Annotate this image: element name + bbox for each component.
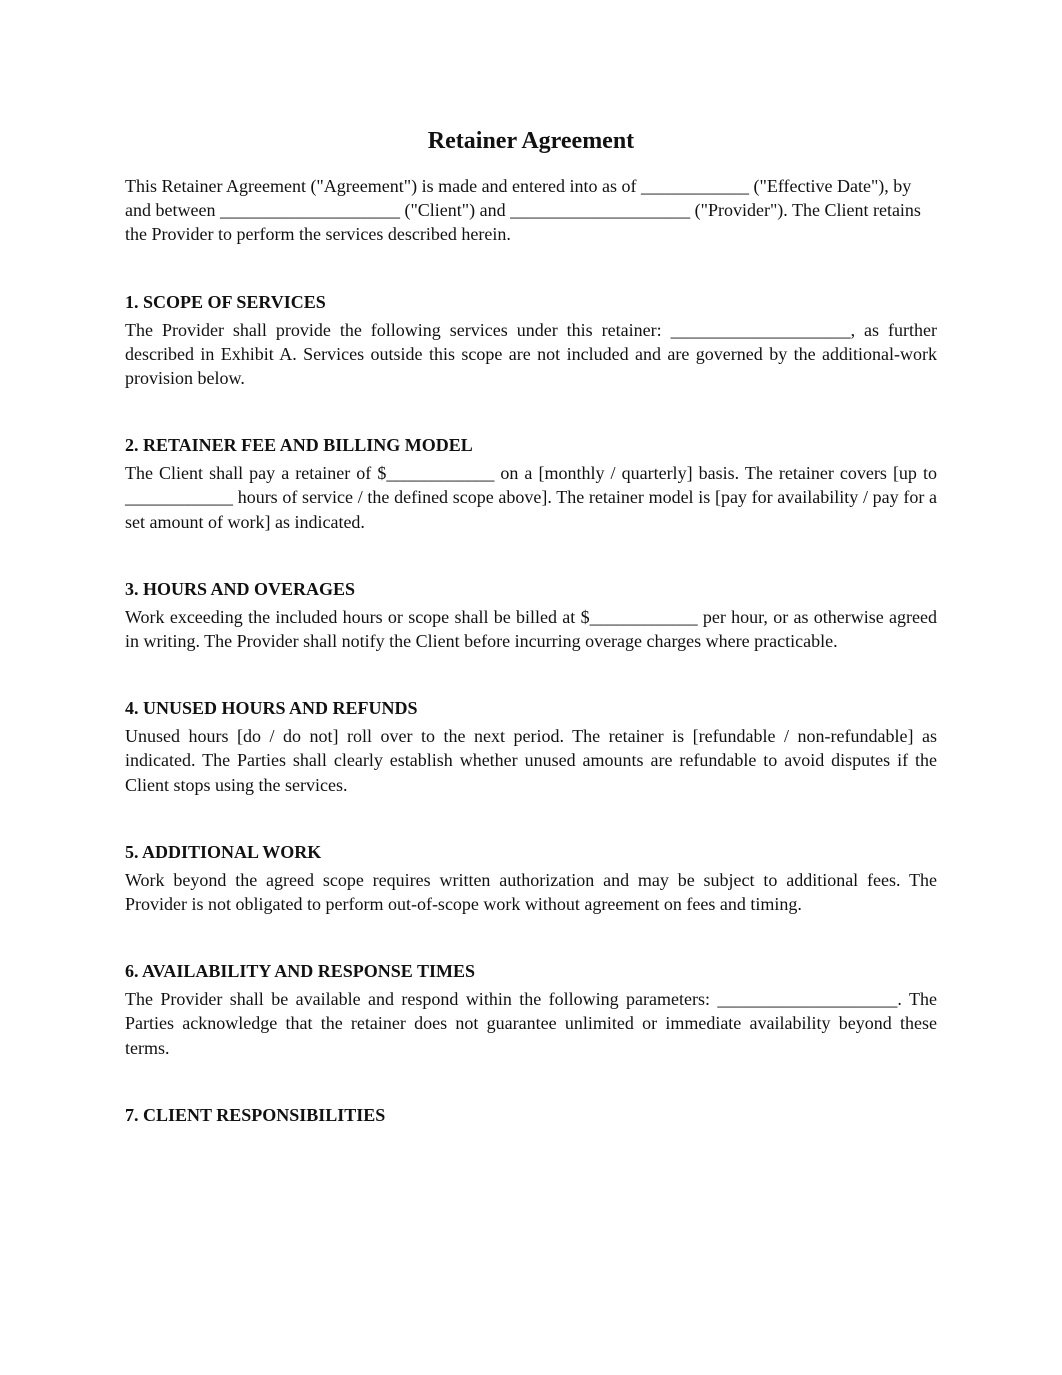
section-heading: 5. ADDITIONAL WORK (125, 841, 322, 862)
section-heading: 7. CLIENT RESPONSIBILITIES (125, 1104, 386, 1125)
section-text: The Provider shall provide the following services under this retainer: ____________________, as further described in Exhibit A. Services outside this scope are not included and are governed by the additional-work provision below. (125, 319, 937, 389)
section-text: The Client shall pay a retainer of $____________ on a [monthly / quarterly] basis. The retainer covers [up to ____________ hours of service / the defined scope above]. The retainer model is [pay for availability / pay for a set amount of work] as indicated. (125, 463, 937, 532)
section-text: Work exceeding the included hours or scope shall be billed at $____________ per hour, or as otherwise agreed in writing. The Provider shall notify the Client before incurring overage charges where practicable. (125, 606, 937, 652)
section-scope-of-services (125, 290, 937, 391)
section-additional-work (125, 840, 937, 916)
section-text: Work beyond the agreed scope requires written authorization and may be subject to additional fees. The Provider is not obligated to perform out-of-scope work without agreement on fees and timing. (125, 869, 937, 915)
section-text: Unused hours [do / do not] roll over to the next period. The retainer is [refundable / non-refundable] as indicated. The Parties shall clearly establish whether unused amounts are refundable to avoid disputes if the Client stops using the services. (125, 726, 937, 795)
section-unused-hours (125, 696, 937, 797)
section-client-responsibilities (125, 1103, 937, 1127)
section-heading: 4. UNUSED HOURS AND REFUNDS (125, 698, 418, 719)
document-body (125, 122, 937, 1127)
section-heading: 2. RETAINER FEE AND BILLING MODEL (125, 435, 473, 456)
document-title: Retainer Agreement (427, 128, 635, 154)
section-hours-and-overages (125, 577, 937, 653)
section-text: The Provider shall be available and respond within the following parameters: ____________________. The Parties acknowledge that the retainer does not guarantee unlimited or immediate availability beyond these terms. (125, 989, 937, 1058)
section-retainer-fee (125, 433, 937, 534)
section-availability (125, 959, 937, 1060)
section-heading: 1. SCOPE OF SERVICES (125, 291, 326, 312)
section-heading: 6. AVAILABILITY AND RESPONSE TIMES (125, 961, 475, 982)
intro-paragraph: This Retainer Agreement ("Agreement") is made and entered into as of ____________ ("Effective Date"), by and between ____________________ ("Client") and ____________________ ("Provider"). The Client retains the Provider to perform the services described herein. (125, 176, 921, 245)
section-heading: 3. HOURS AND OVERAGES (125, 578, 356, 599)
